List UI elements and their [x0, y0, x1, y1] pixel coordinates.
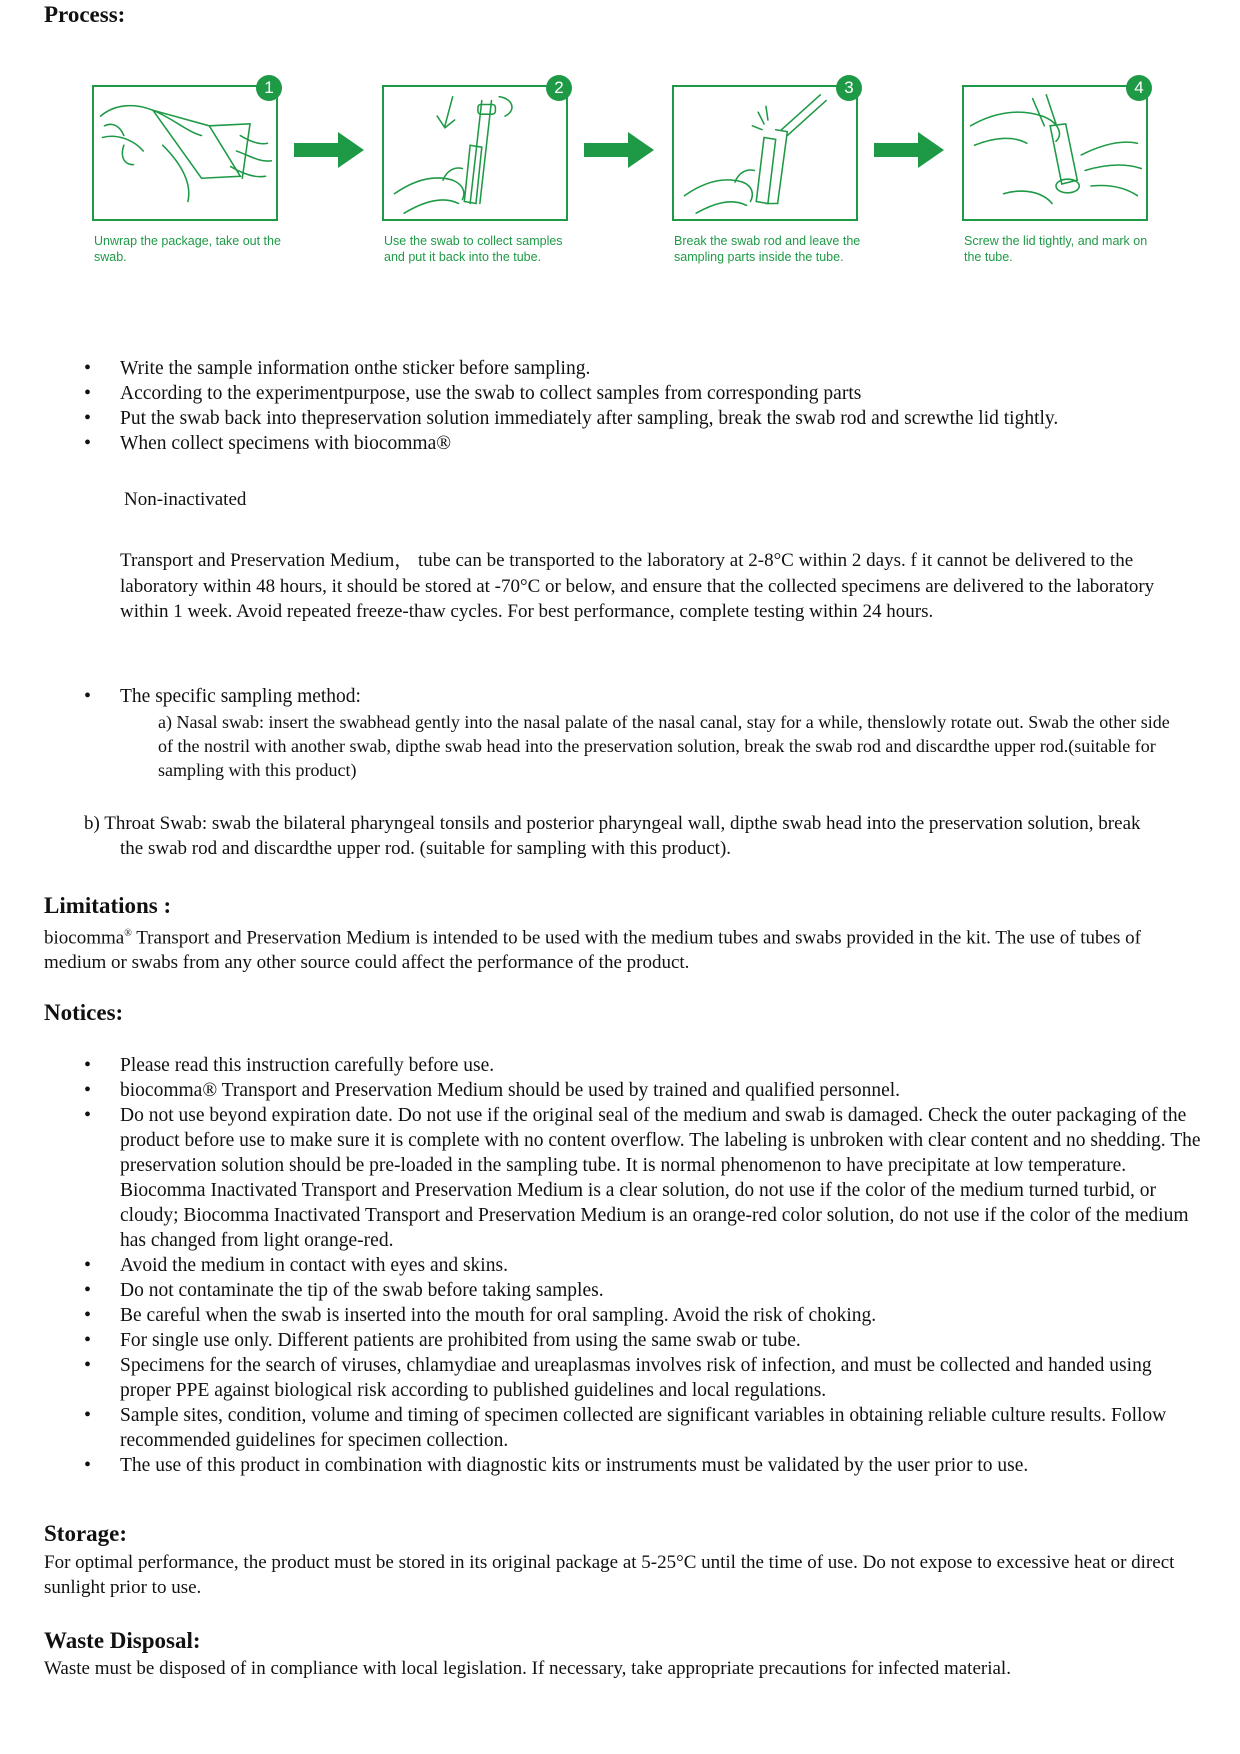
step-1-caption: Unwrap the package, take out the swab.	[94, 234, 281, 264]
step-3-number: 3	[836, 75, 862, 101]
process-steps	[88, 75, 1178, 295]
heading-process: Process:	[44, 2, 126, 27]
heading-storage: Storage:	[44, 1521, 128, 1546]
list-item: • Do not use beyond expiration date. Do not use if the original seal of the medium and swab is damaged. Check the outer packaging of the product before use to make sure it is complete with no content overflow. The labeling is unbroken with clear content and no shedding. The preservation solution should be pre-loaded in the sampling tube. It is normal phenomenon to have precipitate at low temperature. Biocomma Inactivated Transport and Preservation Medium is a clear solution, do not use if the color of the medium turned turbid, or cloudy; Biocomma Inactivated Transport and Preservation Medium is an orange-red color solution, do not use if the color of the medium has changed from light orange-red.	[84, 1104, 1201, 1251]
sampling-bullet-list	[84, 684, 1204, 709]
bullet-icon: •	[84, 1254, 92, 1276]
bullet-icon: •	[84, 432, 92, 454]
step-3-caption: Break the swab rod and leave the sampling parts inside the tube.	[674, 234, 861, 264]
bullet-icon: •	[84, 685, 92, 707]
step-2-illustration	[382, 85, 568, 221]
list-item: • Specimens for the search of viruses, chlamydiae and ureaplasmas involves risk of infection, and must be collected and handed using proper PPE against biological risk according to published guidelines and local regulations.	[84, 1354, 1152, 1401]
right-arrow-icon	[584, 132, 654, 168]
step-4-number: 4	[1126, 75, 1152, 101]
throat-swab-text: b) Throat Swab: swab the bilateral pharyngeal tonsils and posterior pharyngeal wall, dipthe swab head into the preservation solution, break the swab rod and discardthe upper rod. (suitable for sampling with this product).	[84, 813, 1141, 859]
step-1-illustration	[92, 85, 278, 221]
step-2-number: 2	[546, 75, 572, 101]
notices-bullet-list	[84, 1053, 1204, 1478]
list-item: • The use of this product in combination with diagnostic kits or instruments must be validated by the user prior to use.	[84, 1454, 1029, 1476]
unwrap-package-icon	[94, 87, 276, 219]
list-item: • The specific sampling method:	[84, 685, 361, 707]
bullet-icon: •	[84, 1304, 92, 1326]
collect-sample-icon	[384, 87, 566, 219]
list-item: • For single use only. Different patients are prohibited from using the same swab or tube.	[84, 1329, 801, 1351]
bullet-icon: •	[84, 1279, 92, 1301]
step-3-illustration	[672, 85, 858, 221]
bullet-icon: •	[84, 1054, 92, 1076]
list-item: • Be careful when the swab is inserted into the mouth for oral sampling. Avoid the risk of choking.	[84, 1304, 877, 1326]
list-item: • Avoid the medium in contact with eyes and skins.	[84, 1254, 508, 1276]
step-4-caption: Screw the lid tightly, and mark on the tube.	[964, 234, 1148, 264]
list-item: • Put the swab back into thepreservation solution immediately after sampling, break the swab rod and screwthe lid tightly.	[84, 407, 1059, 429]
list-item: • Sample sites, condition, volume and timing of specimen collected are significant variables in obtaining reliable culture results. Follow recommended guidelines for specimen collection.	[84, 1404, 1167, 1451]
right-arrow-icon	[874, 132, 944, 168]
bullet-icon: •	[84, 1079, 92, 1101]
list-item: • When collect specimens with biocomma®	[84, 432, 452, 454]
heading-limitations: Limitations :	[44, 893, 172, 918]
bullet-icon: •	[84, 1454, 92, 1476]
transport-paragraph: Transport and Preservation Medium， tube can be transported to the laboratory at 2-8°C within 2 days. f it cannot be delivered to the laboratory within 48 hours, it should be stored at -70°C or below, and ensure that the collected specimens are delivered to the laboratory within 1 week. Avoid repeated freeze-thaw cycles. For best performance, complete testing within 24 hours.	[120, 550, 1155, 622]
waste-disposal-text: Waste must be disposed of in compliance with local legislation. If necessary, take appropriate precautions for infected material.	[44, 1658, 1011, 1679]
list-item: • Please read this instruction carefully before use.	[84, 1054, 495, 1076]
storage-text: For optimal performance, the product must be stored in its original package at 5-25°C until the time of use. Do not expose to excessive heat or direct sunlight prior to use.	[44, 1552, 1175, 1598]
process-bullet-list	[84, 356, 1204, 456]
bullet-icon: •	[84, 382, 92, 404]
bullet-icon: •	[84, 407, 92, 429]
heading-notices: Notices:	[44, 1000, 124, 1025]
list-item: • Write the sample information onthe sticker before sampling.	[84, 357, 591, 379]
limitations-text: biocomma® Transport and Preservation Medium is intended to be used with the medium tubes and swabs provided in the kit. The use of tubes of medium or swabs from any other source could affect the performance of the product.	[44, 927, 1141, 974]
bullet-icon: •	[84, 1404, 92, 1426]
non-inactivated-label: Non-inactivated	[124, 489, 247, 510]
heading-waste-disposal: Waste Disposal:	[44, 1628, 201, 1653]
bullet-icon: •	[84, 1329, 92, 1351]
step-4-illustration	[962, 85, 1148, 221]
bullet-icon: •	[84, 357, 92, 379]
step-1-number: 1	[256, 75, 282, 101]
step-2-caption: Use the swab to collect samples and put it back into the tube.	[384, 234, 563, 264]
bullet-icon: •	[84, 1104, 92, 1126]
screw-lid-mark-icon	[964, 87, 1146, 219]
nasal-swab-text: a) Nasal swab: insert the swabhead gently into the nasal palate of the nasal canal, stay for a while, thenslowly rotate out. Swab the other side of the nostril with another swab, dipthe swab head into the preservation solution, break the swab rod and discardthe upper rod.(suitable for sampling with this product)	[158, 712, 1170, 780]
list-item: • Do not contaminate the tip of the swab before taking samples.	[84, 1279, 604, 1301]
list-item: • biocomma® Transport and Preservation Medium should be used by trained and qualified personnel.	[84, 1079, 901, 1101]
list-item: • According to the experimentpurpose, use the swab to collect samples from corresponding parts	[84, 382, 862, 404]
bullet-icon: •	[84, 1354, 92, 1376]
right-arrow-icon	[294, 132, 364, 168]
break-swab-icon	[674, 87, 856, 219]
